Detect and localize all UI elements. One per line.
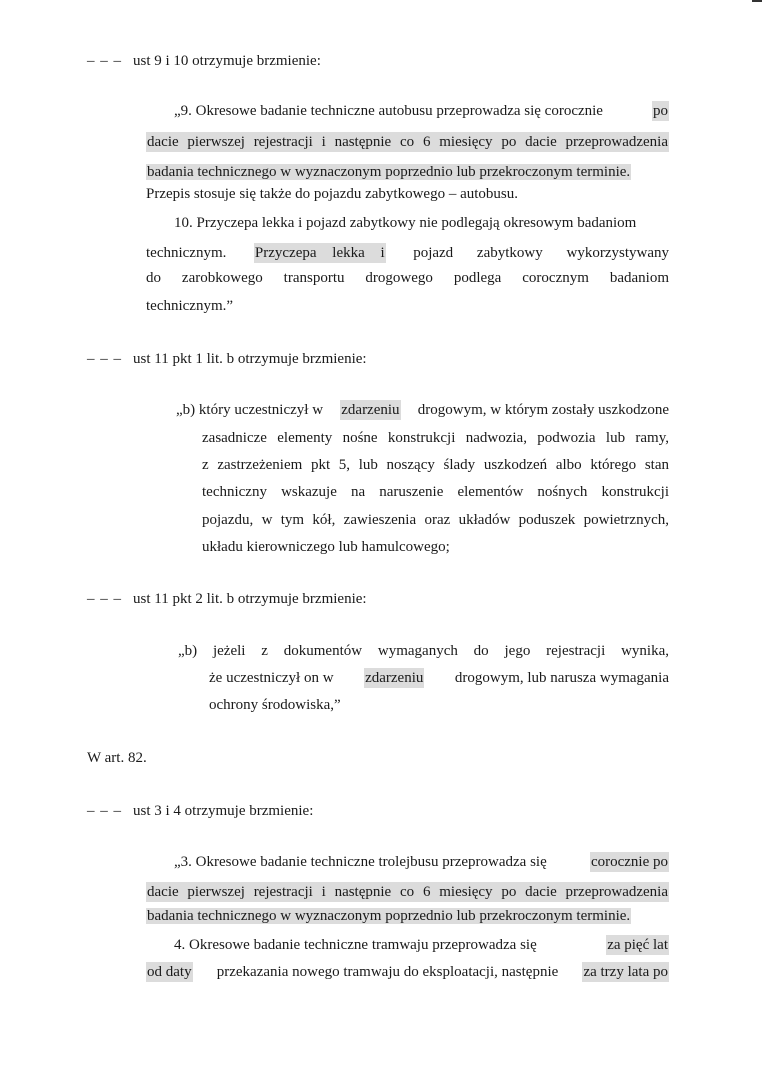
text-segment: drogowym, w którym zostały uszkodzone — [417, 402, 669, 418]
highlighted-text: od daty — [147, 964, 192, 980]
text-line — [174, 935, 669, 955]
text-line: z zastrzeżeniem pkt 5, lub noszący ślady uszkodzeń albo którego stan — [202, 457, 669, 473]
amendment-instruction: ust 11 pkt 2 lit. b otrzymuje brzmienie: — [133, 591, 367, 607]
text-line — [146, 906, 631, 926]
text-segment: „3. Okresowe badanie techniczne trolejbusu przeprowadza się — [174, 854, 547, 870]
highlighted-text: po — [653, 103, 668, 119]
highlighted-text: Przyczepa lekka i — [254, 245, 385, 261]
text-line: pojazdu, w tym kół, zawieszenia oraz układów poduszek powietrznych, — [202, 512, 669, 528]
text-line: 10. Przyczepa lekka i pojazd zabytkowy nie podlegają okresowym badaniom — [174, 215, 637, 231]
text-line — [174, 101, 669, 121]
text-line: zasadnicze elementy nośne konstrukcji nadwozia, podwozia lub ramy, — [202, 430, 669, 446]
text-line — [146, 132, 669, 152]
text-segment: drogowym, lub narusza wymagania — [454, 670, 669, 686]
text-segment: „b) który uczestniczył w — [176, 402, 324, 418]
text-line: układu kierowniczego lub hamulcowego; — [202, 539, 450, 555]
highlighted-text: badania technicznego w wyznaczonym poprzednio lub przekroczonym terminie. — [147, 908, 631, 924]
text-line — [209, 668, 669, 688]
highlighted-text: corocznie po — [590, 854, 668, 870]
text-line: „b) jeżeli z dokumentów wymaganych do jego rejestracji wynika, — [178, 643, 669, 659]
text-line: technicznym.” — [146, 298, 234, 314]
highlighted-text: za pięć lat — [607, 937, 668, 953]
text-line — [146, 162, 631, 182]
text-segment: 4. Okresowe badanie techniczne tramwaju przeprowadza się — [174, 937, 537, 953]
list-dash: – – – — [87, 803, 122, 819]
highlighted-text: dacie pierwszej rejestracji i następnie co 6 miesięcy po dacie przeprowadzenia — [147, 134, 668, 150]
highlighted-text: badania technicznego w wyznaczonym poprzednio lub przekroczonym terminie. — [147, 164, 631, 180]
text-line — [174, 852, 669, 872]
highlighted-text: zdarzeniu — [365, 670, 424, 686]
text-line — [146, 962, 669, 982]
text-line — [146, 882, 669, 902]
amendment-instruction: ust 9 i 10 otrzymuje brzmienie: — [133, 53, 321, 69]
text-segment: „9. Okresowe badanie techniczne autobusu przeprowadza się corocznie — [174, 103, 603, 119]
text-line — [176, 400, 669, 420]
text-line: ochrony środowiska,” — [209, 697, 341, 713]
list-dash: – – – — [87, 53, 122, 69]
scan-edge-mark — [752, 0, 762, 2]
text-line: do zarobkowego transportu drogowego podlega corocznym badaniom — [146, 270, 669, 286]
highlighted-text: zdarzeniu — [341, 402, 400, 418]
text-line: techniczny wskazuje na naruszenie elementów nośnych konstrukcji — [202, 484, 669, 500]
text-segment: pojazd zabytkowy wykorzystywany — [413, 245, 669, 261]
text-segment: przekazania nowego tramwaju do eksploatacji, następnie — [216, 964, 559, 980]
text-line — [146, 243, 669, 263]
amendment-instruction: ust 3 i 4 otrzymuje brzmienie: — [133, 803, 314, 819]
text-segment: że uczestniczył on w — [209, 670, 334, 686]
text-line: Przepis stosuje się także do pojazdu zabytkowego – autobusu. — [146, 186, 518, 202]
article-heading: W art. 82. — [87, 750, 147, 766]
list-dash: – – – — [87, 591, 122, 607]
amendment-instruction: ust 11 pkt 1 lit. b otrzymuje brzmienie: — [133, 351, 367, 367]
highlighted-text: dacie pierwszej rejestracji i następnie co 6 miesięcy po dacie przeprowadzenia — [147, 884, 668, 900]
text-segment: technicznym. — [146, 245, 227, 261]
list-dash: – – – — [87, 351, 122, 367]
highlighted-text: za trzy lata po — [583, 964, 668, 980]
